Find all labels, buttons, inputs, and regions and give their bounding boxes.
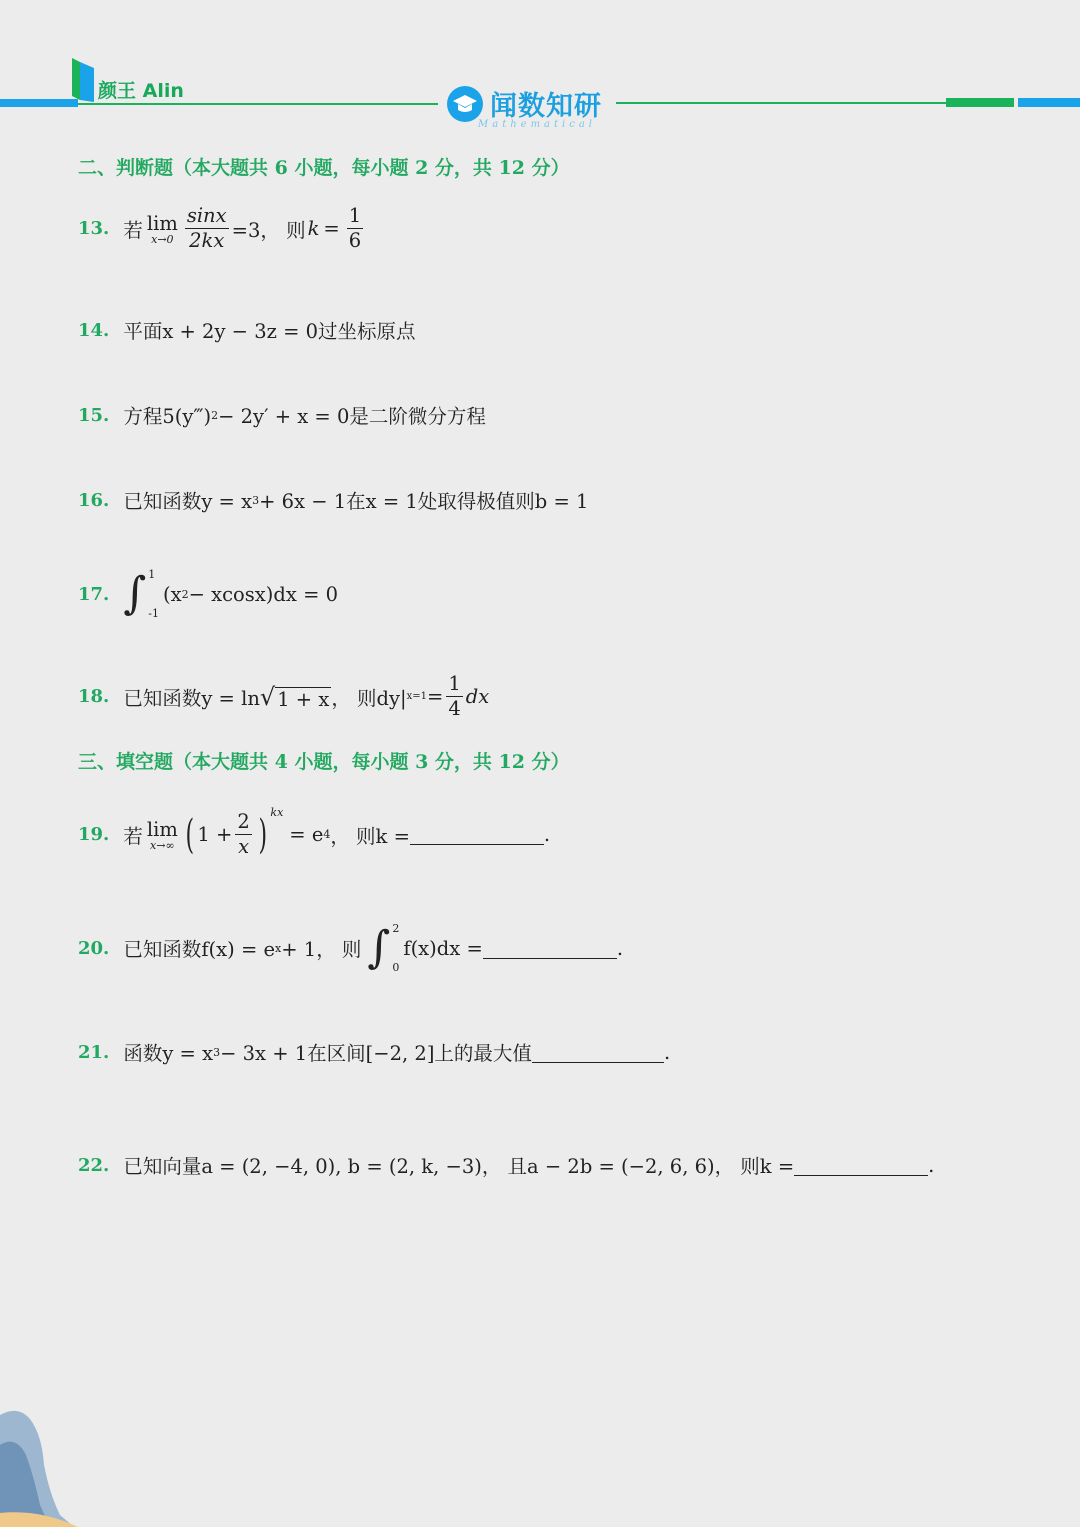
question-14: 14. 平面x + 2y − 3z = 0过坐标原点 <box>78 319 416 343</box>
brand-name: 闻数知研 <box>490 91 602 122</box>
answer-blank-19[interactable] <box>410 824 544 845</box>
question-15: 15. 方程5(y‴) 2 − 2y′ + x = 0是二阶微分方程 <box>78 404 486 428</box>
integral-sign: ∫ <box>123 568 147 619</box>
question-number: 13. <box>78 218 110 239</box>
section-fill-title: 三、填空题（本大题共 4 小题，每小题 3 分，共 12 分） <box>78 751 570 773</box>
limit: lim x→0 <box>146 212 178 246</box>
header-blue-bar-right <box>1018 98 1080 107</box>
answer-blank-22[interactable] <box>794 1155 928 1176</box>
question-18: 18. 已知函数y = ln √ 1 + x ， 则dy| x=1 = $\frac{1}{4}$ dx <box>78 672 490 720</box>
brand-subtitle: Mathematical <box>478 119 596 130</box>
fraction-answer: $\frac{1}{6}$ <box>348 204 362 252</box>
section-judge-title: 二、判断题（本大题共 6 小题，每小题 2 分，共 12 分） <box>78 157 570 179</box>
mountain-decoration-icon <box>0 1405 90 1527</box>
header-rule-right <box>616 102 946 104</box>
answer-blank-20[interactable] <box>483 938 617 959</box>
header-blue-bar-left <box>0 99 78 107</box>
question-20: 20. 已知函数f(x) = e x + 1， 则 ∫ 2 0 f(x)dx = . <box>78 922 624 974</box>
fraction: $\frac{\sin x}{2kx}$ <box>186 204 227 252</box>
header-rule-left <box>78 103 438 105</box>
question-16: 16. 已知函数y = x 3 + 6x − 1在x = 1处取得极值则b = 1 <box>78 489 589 513</box>
square-root: √ 1 + x <box>259 682 330 711</box>
integral-limits: 1 -1 <box>148 568 159 620</box>
brand-logo <box>446 84 602 123</box>
author-name: 颜王 Alin <box>98 80 184 102</box>
question-13: 13. 若 lim x→0 $\frac{\sin x}{2kx}$ =3， 则 k = $\frac{1}{6}$ <box>78 204 362 252</box>
answer-blank-21[interactable] <box>532 1042 664 1063</box>
question-17: 17. ∫ 1 -1 (x 2 − xcosx)dx = 0 <box>78 568 339 620</box>
question-19: 19. 若 lim x→∞ ( 1 + $\frac{2}{x}$ ) $^{kx}$ = e 4 ， 则k = . <box>78 806 551 858</box>
question-22: 22. 已知向量a = (2, −4, 0), b = (2, k, −3)， 且a − 2b = (−2, 6, 6)， 则k = . <box>78 1153 935 1178</box>
integral-sign: ∫ <box>367 922 391 973</box>
header-green-bar-right <box>946 98 1014 107</box>
author-logo-icon <box>70 58 96 102</box>
graduation-cap-icon <box>446 85 484 123</box>
question-21: 21. 函数y = x 3 − 3x + 1在区间[−2, 2]上的最大值 . <box>78 1040 671 1065</box>
